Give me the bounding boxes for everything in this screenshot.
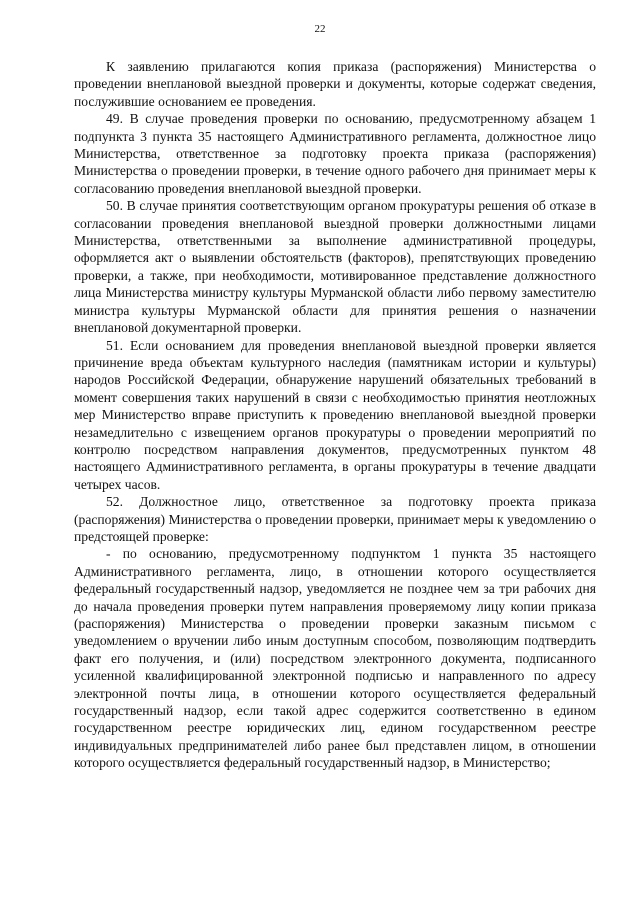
paragraph-50: 50. В случае принятия соответствующим органом прокуратуры решения об отказе в согласовании проведения внеплановой выездной проверки должностными лицами Министерства, ответственными за выполнение административной процедуры, оформляется акт о выявлении обстоятельств (факторов), препятствующих проведению проверки, а также, при необходимости, мотивированное представление должностного лица Министерства министру культуры Мурманской области либо первому заместителю министра культуры Мурманской области для принятия решения о назначении внеплановой документарной проверки. — [74, 198, 596, 336]
paragraph-52: 52. Должностное лицо, ответственное за подготовку проекта приказа (распоряжения) Министерства о проведении проверки, принимает меры к уведомлению о предстоящей проверке: — [74, 494, 596, 544]
page-number: 22 — [314, 23, 326, 35]
paragraph-52-item: - по основанию, предусмотренному подпунктом 1 пункта 35 настоящего Административного регламента, лицо, в отношении которого осуществляется федеральный государственный надзор, уведомляется не позднее чем за три рабочих дня до начала проведения проверки путем направления проверяемому лицу копии приказа (распоряжения) Министерства о проведении проверки заказным письмом с уведомлением о вручении либо иным доступным способом, позволяющим подтвердить факт его получения, и (или) посредством электронного документа, подписанного усиленной квалифицированной электронной подписью и направленного по адресу электронной почты лица, в отношении которого осуществляется федеральный государственный надзор, если такой адрес содержится соответственно в едином государственном реестре юридических лиц, едином государственном реестре индивидуальных предпринимателей либо ранее был представлен лицом, в отношении которого осуществляется федеральный государственный надзор, в Министерство; — [74, 546, 596, 771]
paragraph-51: 51. Если основанием для проведения внеплановой выездной проверки является причинение вреда объектам культурного наследия (памятникам истории и культуры) народов Российской Федерации, обнаружение нарушений обязательных требований в момент совершения таких нарушений в связи с необходимостью принятия неотложных мер Министерство вправе приступить к проведению внеплановой выездной проверки незамедлительно с извещением органов прокуратуры о проведении мероприятий по контролю посредством направления документов, предусмотренных пунктом 48 настоящего Административного регламента, в органы прокуратуры в течение двадцати четырех часов. — [74, 337, 596, 492]
paragraph-49: 49. В случае проведения проверки по основанию, предусмотренному абзацем 1 подпункта 3 пункта 35 настоящего Административного регламента, должностное лицо Министерства, ответственное за подготовку проекта приказа (распоряжения) Министерства о проведении проверки, в течение одного рабочего дня принимает меры к согласованию проведения внеплановой выездной проверки. — [74, 111, 596, 196]
document-body — [74, 58, 596, 772]
paragraph-attachment: К заявлению прилагаются копия приказа (распоряжения) Министерства о проведении внеплановой выездной проверки и документы, которые содержат сведения, послужившие основанием ее проведения. — [74, 59, 596, 109]
